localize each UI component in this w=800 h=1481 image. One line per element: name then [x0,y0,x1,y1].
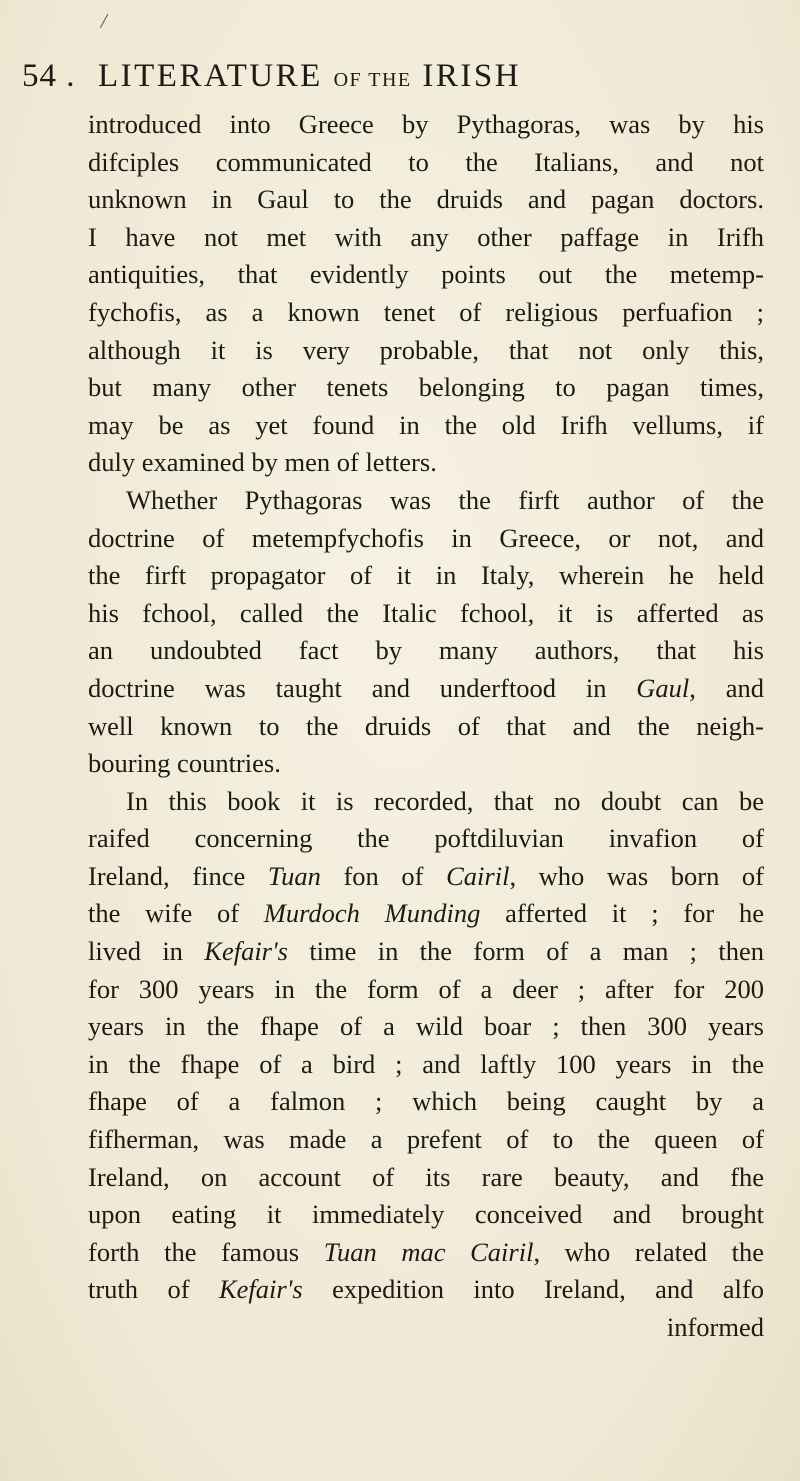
text-segment: expedition into Ireland, and alfo [302,1274,764,1305]
text-segment: introduced into Greece by Pythagoras, was by his [88,109,764,139]
text-segment: in the fhape of a bird ; and laftly 100 years in the [88,1048,764,1079]
italic-text: Gaul [636,672,690,703]
text-line [88,1309,764,1347]
text-segment: doctrine was taught and underftood in [88,672,637,703]
text-segment: , who was born of [509,860,764,891]
text-segment: I have not met with any other paffage in Irifh [88,221,764,252]
text-line [88,219,764,257]
text-segment: truth of [88,1274,219,1305]
text-line [88,708,764,746]
text-segment: informed [666,1312,764,1342]
page-number: 54 . [22,58,76,94]
text-segment: an undoubted fact by many authors, that his [88,635,764,666]
running-head [98,56,521,100]
text-segment: fon of [320,860,447,891]
text-line [88,933,764,971]
text-line [88,407,764,445]
text-segment: bouring countries. [88,748,281,779]
text-line [88,106,764,144]
body-text [88,106,764,1347]
text-segment: difciples communicated to the Italians, and not [88,146,764,177]
text-line [88,557,764,595]
text-line [88,294,764,332]
text-segment: fychofis, as a known tenet of religious perfuafion ; [88,296,764,327]
italic-text: Murdoch Munding [263,898,481,929]
text-segment: unknown in Gaul to the druids and pagan doctors. [88,184,764,215]
text-line [88,595,764,633]
text-segment: for 300 years in the form of a deer ; after for 200 [88,973,764,1004]
text-line [88,670,764,708]
text-line [88,1271,764,1309]
text-segment: his fchool, called the Italic fchool, it is afferted as [88,597,764,628]
running-head-irish: IRISH [422,58,522,94]
text-segment: may be as yet found in the old Irifh vellums, if [88,409,764,440]
text-line [88,482,764,520]
text-line [88,1046,764,1084]
text-line [88,1008,764,1046]
text-line [88,1121,764,1159]
text-line [88,895,764,933]
italic-text: Kefair's [218,1274,303,1305]
text-line [88,1159,764,1197]
text-line [88,181,764,219]
stray-pen-mark: / [98,7,110,34]
text-segment: afferted it ; for he [480,898,764,929]
italic-text: Cairil [446,860,510,891]
text-line [88,783,764,821]
text-line [88,745,764,783]
text-line [88,520,764,558]
running-head-of-the: OF THE [333,69,412,91]
text-line [88,256,764,294]
text-segment: fifherman, was made a prefent of to the queen of [88,1124,764,1155]
text-segment: antiquities, that evidently points out the metemp- [88,259,764,290]
text-line [88,632,764,670]
text-segment: , who related the [533,1236,764,1267]
text-segment: duly examined by men of letters. [88,447,437,478]
text-line [88,971,764,1009]
text-segment: well known to the druids of that and the neigh- [88,710,764,741]
text-segment: forth the famous [88,1236,324,1267]
italic-text: Tuan [267,860,321,891]
text-line [88,144,764,182]
text-line [88,858,764,896]
text-segment: , and [689,672,764,703]
text-segment: raifed concerning the poftdiluvian invafion of [88,823,764,854]
text-line [88,332,764,370]
text-segment: lived in [88,936,205,967]
italic-text: Kefair's [204,936,288,967]
text-segment: Ireland, on account of its rare beauty, and fhe [88,1161,764,1192]
text-line [88,1083,764,1121]
text-line [88,444,764,482]
italic-text: Tuan mac Cairil [323,1236,534,1267]
text-line [88,1196,764,1234]
running-head-literature: LITERATURE [98,58,323,94]
text-segment: the wife of [88,898,264,929]
text-segment: but many other tenets belonging to pagan times, [88,372,764,403]
text-segment: Whether Pythagoras was the firft author of the [126,484,764,515]
text-segment: Ireland, fince [88,860,268,891]
page-header [22,52,762,102]
text-line [88,1234,764,1272]
text-line [88,369,764,407]
text-segment: although it is very probable, that not only this, [88,334,764,365]
text-segment: the firft propagator of it in Italy, wherein he held [88,560,764,591]
text-segment: upon eating it immediately conceived and brought [88,1199,764,1230]
text-segment: fhape of a falmon ; which being caught by a [88,1086,764,1117]
text-line [88,820,764,858]
text-segment: In this book it is recorded, that no doubt can be [126,785,764,816]
text-segment: years in the fhape of a wild boar ; then 300 years [88,1011,764,1042]
text-segment: time in the form of a man ; then [287,936,764,967]
text-segment: doctrine of metempfychofis in Greece, or not, and [88,522,764,553]
